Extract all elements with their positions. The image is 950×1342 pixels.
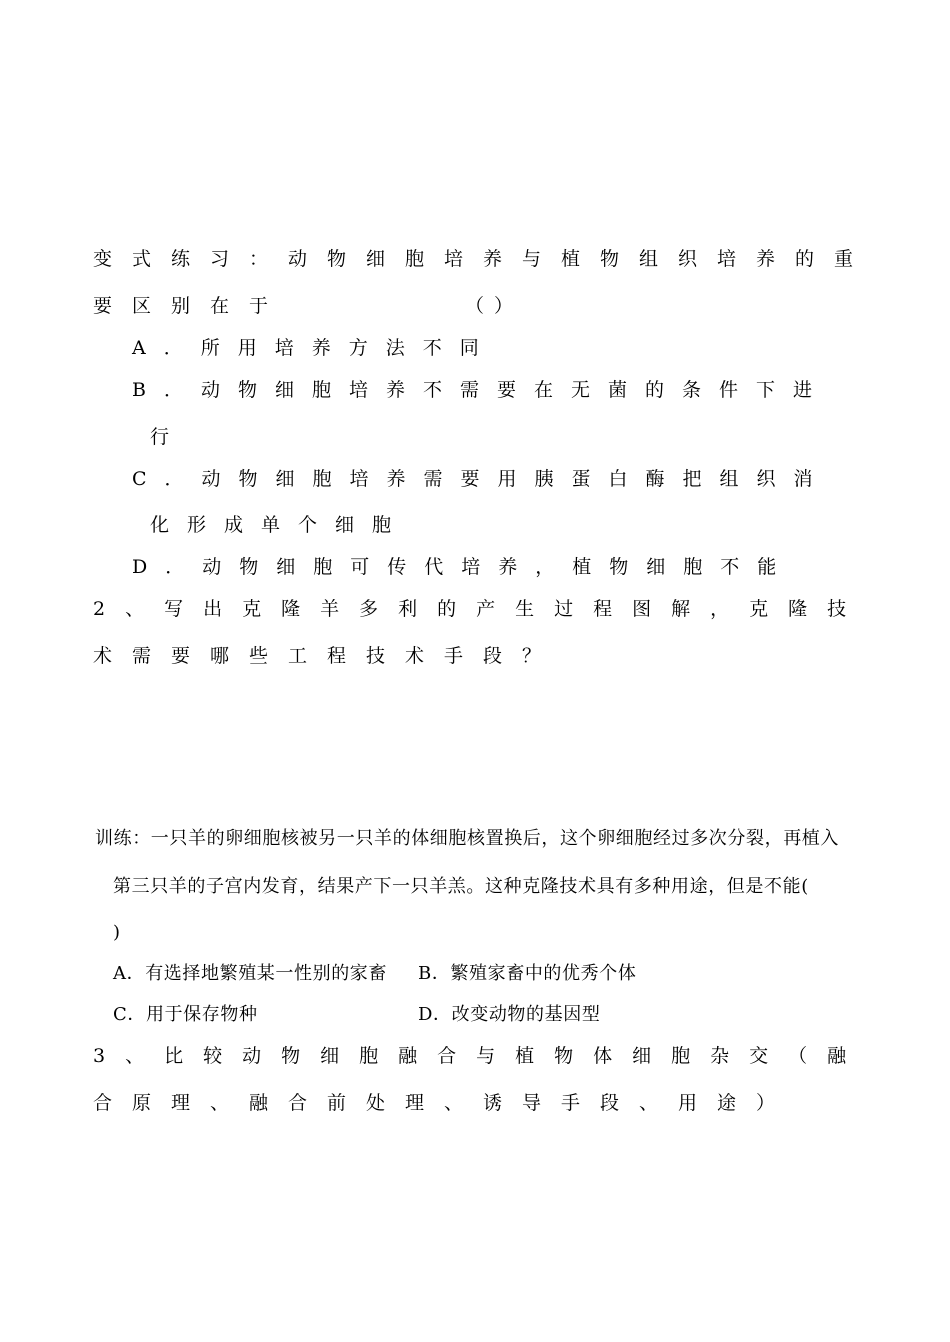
training-option-c: C．用于保存物种: [113, 1004, 258, 1025]
q1-option-c-line2: 化形成单个细胞: [150, 514, 410, 536]
training-option-a: A．有选择地繁殖某一性别的家畜: [113, 963, 387, 984]
q1-option-d: D．动物细胞可传代培养，植物细胞不能: [132, 556, 795, 578]
q2-line1: 2、写出克隆羊多利的产生过程图解，克隆技: [93, 598, 867, 620]
training-line1: 训练：一只羊的卵细胞核被另一只羊的体细胞核置换后，这个卵细胞经过多次分裂，再植入: [95, 828, 839, 849]
training-option-b: B．繁殖家畜中的优秀个体: [418, 963, 637, 984]
q3-line1: 3、比较动物细胞融合与植物体细胞杂交（融: [93, 1045, 867, 1067]
training-line3: ): [113, 922, 121, 943]
q1-stem-line1: 变式练习：动物细胞培养与植物组织培养的重: [93, 248, 874, 270]
q1-option-a: A．所用培养方法不同: [132, 337, 497, 359]
q1-option-c-line1: C．动物细胞培养需要用胰蛋白酶把组织消: [132, 468, 831, 490]
q1-answer-paren: （ ）: [465, 295, 516, 317]
q1-stem-line2: 要区别在于: [93, 295, 289, 317]
q3-line2: 合原理、融合前处理、诱导手段、用途）: [93, 1092, 796, 1114]
q1-option-b-line1: B．动物细胞培养不需要在无菌的条件下进: [132, 379, 830, 401]
q2-line2: 术需要哪些工程技术手段？: [93, 645, 562, 667]
q1-option-b-line2: 行: [150, 426, 188, 448]
training-line2: 第三只羊的子宫内发育，结果产下一只羊羔。这种克隆技术具有多种用途，但是不能(: [113, 876, 809, 897]
training-option-d: D．改变动物的基因型: [418, 1004, 601, 1025]
